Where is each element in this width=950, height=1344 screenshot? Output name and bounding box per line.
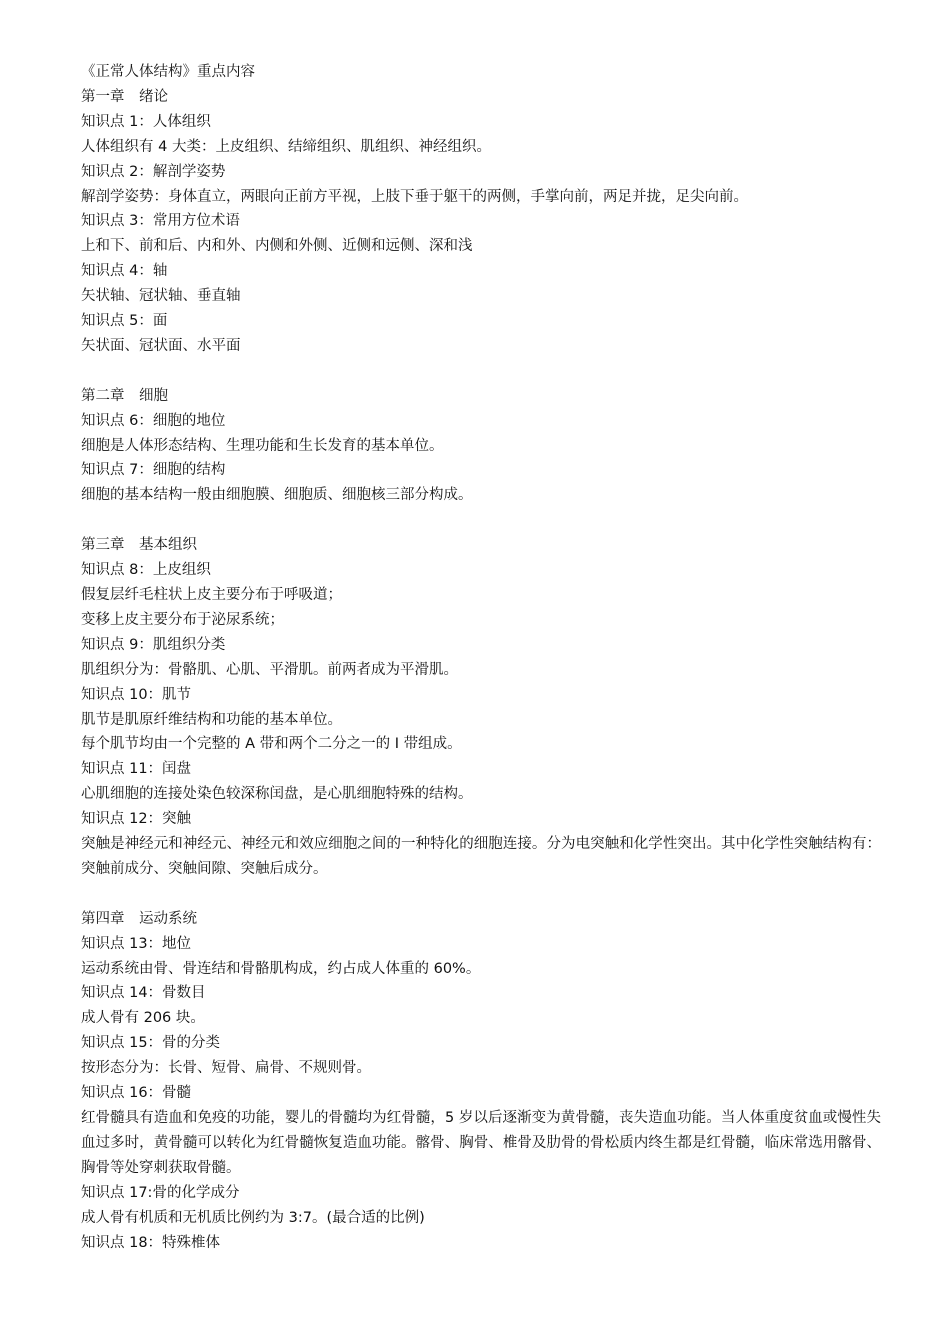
knowledge-point-11-title: 知识点 11：闰盘	[81, 761, 192, 778]
knowledge-point-10-body-1: 肌节是肌原纤维结构和功能的基本单位。	[81, 711, 342, 728]
knowledge-point-8-body-2: 变移上皮主要分布于泌尿系统；	[81, 611, 284, 628]
knowledge-point-5-body: 矢状面、冠状面、水平面	[81, 337, 241, 354]
knowledge-point-12-body: 突触是神经元和神经元、神经元和效应细胞之间的一种特化的细胞连接。分为电突触和化学性突出。其中化学性突触结构有：突触前成分、突触间隙、突触后成分。	[81, 836, 881, 877]
knowledge-point-16-title: 知识点 16：骨髓	[81, 1085, 192, 1102]
section-gap	[81, 882, 881, 907]
knowledge-point-7-title: 知识点 7：细胞的结构	[81, 462, 226, 479]
knowledge-point-4-body: 矢状轴、冠状轴、垂直轴	[81, 288, 241, 305]
document-page	[81, 60, 881, 1255]
section-gap	[81, 359, 881, 384]
knowledge-point-15-body: 按形态分为：长骨、短骨、扁骨、不规则骨。	[81, 1060, 371, 1077]
knowledge-point-1-body: 人体组织有 4 大类：上皮组织、结缔组织、肌组织、神经组织。	[81, 138, 491, 155]
chapter-1-heading: 第一章 绪论	[81, 88, 168, 105]
knowledge-point-2-body: 解剖学姿势：身体直立，两眼向正前方平视，上肢下垂于躯干的两侧，手掌向前，两足并拢，足尖向前。	[81, 188, 748, 205]
document-title: 《正常人体结构》重点内容	[81, 64, 255, 80]
knowledge-point-9-title: 知识点 9：肌组织分类	[81, 636, 226, 653]
knowledge-point-3-body: 上和下、前和后、内和外、内侧和外侧、近侧和远侧、深和浅	[81, 238, 473, 255]
knowledge-point-14-body: 成人骨有 206 块。	[81, 1010, 205, 1027]
knowledge-point-18-title: 知识点 18：特殊椎体	[81, 1234, 221, 1251]
section-gap	[81, 508, 881, 533]
knowledge-point-8-body-1: 假复层纤毛柱状上皮主要分布于呼吸道；	[81, 587, 342, 603]
knowledge-point-16-body: 红骨髓具有造血和免疫的功能，婴儿的骨髓均为红骨髓，5 岁以后逐渐变为黄骨髓，丧失造血功能。当人体重度贫血或慢性失血过多时，黄骨髓可以转化为红骨髓恢复造血功能。髂骨、胸骨、椎骨及肋骨的骨松质内终生都是红骨髓，临床常选用髂骨、胸骨等处穿刺获取骨髓。	[81, 1110, 881, 1176]
knowledge-point-1-title: 知识点 1：人体组织	[81, 113, 211, 130]
knowledge-point-2-title: 知识点 2：解剖学姿势	[81, 163, 226, 180]
knowledge-point-8-title: 知识点 8：上皮组织	[81, 562, 211, 579]
chapter-2-heading: 第二章 细胞	[81, 387, 168, 404]
knowledge-point-6-body: 细胞是人体形态结构、生理功能和生长发育的基本单位。	[81, 437, 444, 454]
knowledge-point-11-body: 心肌细胞的连接处染色较深称闰盘，是心肌细胞特殊的结构。	[81, 786, 473, 803]
knowledge-point-17-title: 知识点 17:骨的化学成分	[81, 1184, 240, 1201]
chapter-3-heading: 第三章 基本组织	[81, 537, 197, 554]
chapter-4-heading: 第四章 运动系统	[81, 910, 197, 927]
knowledge-point-13-body: 运动系统由骨、骨连结和骨骼肌构成，约占成人体重的 60%。	[81, 960, 481, 977]
knowledge-point-10-title: 知识点 10：肌节	[81, 686, 192, 703]
knowledge-point-9-body: 肌组织分为：骨骼肌、心肌、平滑肌。前两者成为平滑肌。	[81, 661, 458, 678]
knowledge-point-7-body: 细胞的基本结构一般由细胞膜、细胞质、细胞核三部分构成。	[81, 487, 473, 504]
knowledge-point-17-body: 成人骨有机质和无机质比例约为 3:7。(最合适的比例)	[81, 1209, 425, 1226]
knowledge-point-3-title: 知识点 3：常用方位术语	[81, 213, 240, 230]
knowledge-point-6-title: 知识点 6：细胞的地位	[81, 412, 226, 429]
knowledge-point-14-title: 知识点 14：骨数目	[81, 985, 206, 1002]
knowledge-point-15-title: 知识点 15：骨的分类	[81, 1035, 221, 1052]
knowledge-point-12-title: 知识点 12：突触	[81, 811, 192, 828]
knowledge-point-10-body-2: 每个肌节均由一个完整的 A 带和两个二分之一的 I 带组成。	[81, 736, 462, 753]
knowledge-point-4-title: 知识点 4：轴	[81, 263, 168, 280]
knowledge-point-5-title: 知识点 5：面	[81, 313, 168, 330]
knowledge-point-13-title: 知识点 13：地位	[81, 935, 192, 952]
